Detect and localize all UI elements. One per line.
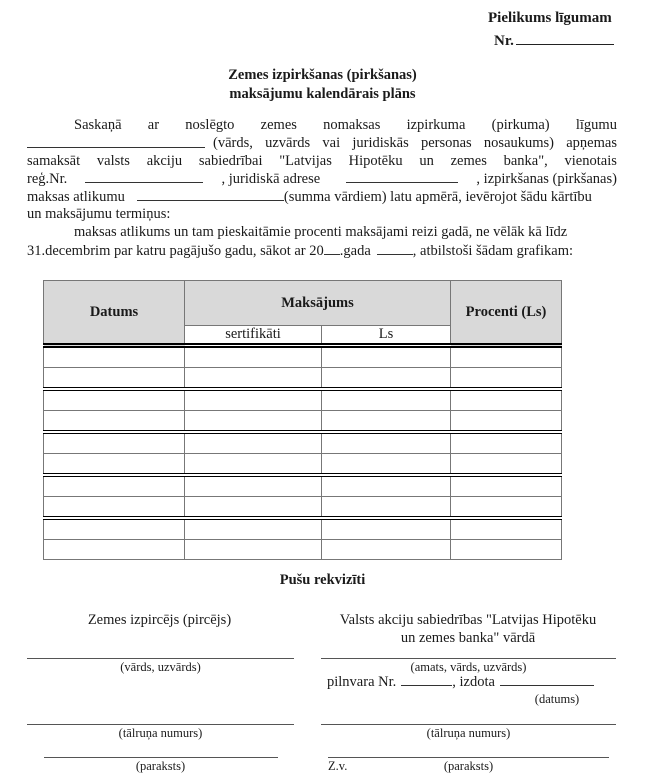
para1-line2-word: (vārds, — [213, 134, 253, 151]
interest-cell[interactable] — [451, 497, 562, 519]
para1-line3-word: akciju — [146, 152, 183, 169]
certificates-cell[interactable] — [185, 518, 322, 540]
ls-cell[interactable] — [322, 411, 451, 433]
buyer-signature-caption: (paraksts) — [135, 759, 186, 773]
para1-line3-word: un — [419, 152, 434, 169]
ls-cell[interactable] — [322, 368, 451, 390]
para1-line2-word: nosaukums) — [483, 134, 555, 151]
date-cell[interactable] — [44, 497, 185, 519]
para1-line3-word: valsts — [96, 152, 130, 169]
date-cell[interactable] — [44, 432, 185, 454]
poa-date-field[interactable] — [500, 673, 594, 686]
certificates-cell[interactable] — [185, 454, 322, 476]
legal-address-field[interactable] — [346, 170, 458, 183]
agreement-paragraph — [27, 117, 617, 224]
interest-cell[interactable] — [451, 389, 562, 411]
certificates-cell[interactable] — [185, 497, 322, 519]
column-header-certificates: sertifikāti — [185, 326, 322, 346]
poa-number-field[interactable] — [401, 673, 452, 686]
interest-cell[interactable] — [451, 540, 562, 560]
document-title — [0, 66, 645, 104]
date-cell[interactable] — [44, 389, 185, 411]
annex-label: Pielikums līgumam — [488, 10, 612, 26]
legal-address-label: , juridiskā adrese — [221, 171, 321, 188]
para1-line1-word: (pirkuma) — [491, 117, 550, 133]
bank-signature-caption: (paraksts) — [443, 759, 494, 773]
para1-line1 — [27, 117, 617, 135]
poa-issued-label: , izdota — [452, 674, 495, 690]
table-row — [44, 368, 562, 390]
certificates-cell[interactable] — [185, 346, 322, 368]
party-name-field[interactable] — [27, 135, 205, 148]
bank-signature-line[interactable] — [328, 757, 609, 758]
bank-phone-caption: (tālruņa numurs) — [426, 726, 511, 740]
certificates-cell[interactable] — [185, 540, 322, 560]
reg-nr-field[interactable] — [85, 170, 203, 183]
interest-cell[interactable] — [451, 518, 562, 540]
year-label: .gada — [339, 242, 371, 259]
ls-cell[interactable] — [322, 475, 451, 497]
buyer-signature-line[interactable] — [44, 757, 278, 758]
bank-phone-line[interactable] — [321, 724, 616, 725]
column-header-interest: Procenti (Ls) — [451, 281, 562, 346]
para1-line1-word: ar — [147, 117, 160, 133]
interest-cell[interactable] — [451, 411, 562, 433]
para1-line3-word: "Latvijas — [279, 152, 332, 169]
power-of-attorney-line — [327, 673, 594, 691]
redemption-label: , izpirkšanas (pirkšanas) — [476, 171, 617, 188]
date-cell[interactable] — [44, 518, 185, 540]
buyer-heading: Zemes izpircējs (pircējs) — [87, 612, 232, 628]
para1-line1-word: zemes — [260, 117, 297, 133]
para1-line3-word: banka", — [503, 152, 548, 169]
ls-cell[interactable] — [322, 432, 451, 454]
para1-line2-word: vai — [322, 134, 341, 151]
table-row — [44, 346, 562, 368]
para1-line2-word: juridiskās — [352, 134, 409, 151]
poa-number-label: pilnvara Nr. — [327, 674, 397, 690]
table-row — [44, 432, 562, 454]
column-header-ls: Ls — [322, 326, 451, 346]
buyer-name-caption: (vārds, uzvārds) — [120, 660, 201, 674]
para1-line3-word: zemes — [450, 152, 487, 169]
table-row — [44, 411, 562, 433]
schedule-label: , atbilstoši šādam grafikam: — [412, 242, 574, 259]
interest-cell[interactable] — [451, 454, 562, 476]
payment-schedule-table — [43, 280, 562, 560]
start-year-label: 31.decembrim par katru pagājušo gadu, sākot ar 20 — [27, 242, 324, 259]
para1-line3-word: Hipotēku — [348, 152, 403, 169]
para2-line1: maksas atlikums un tam pieskaitāmie procenti maksājami reizi gadā, ne vēlāk kā līdz — [74, 224, 568, 240]
para1-line4 — [27, 170, 617, 188]
bank-representative-caption: (amats, vārds, uzvārds) — [410, 660, 527, 674]
para1-line1-word: noslēgto — [185, 117, 235, 133]
certificates-cell[interactable] — [185, 389, 322, 411]
interest-cell[interactable] — [451, 368, 562, 390]
table-row — [44, 454, 562, 476]
ls-cell[interactable] — [322, 389, 451, 411]
table-row — [44, 497, 562, 519]
table-row — [44, 475, 562, 497]
para1-line3-word: samaksāt — [27, 152, 81, 169]
annex-number-field[interactable] — [516, 30, 614, 45]
table-row — [44, 389, 562, 411]
ls-cell[interactable] — [322, 540, 451, 560]
title-line-2: maksājumu kalendārais plāns — [229, 86, 416, 102]
ls-cell[interactable] — [322, 454, 451, 476]
para1-line5 — [27, 188, 617, 206]
ls-cell[interactable] — [322, 518, 451, 540]
para1-line3-word: vienotais — [564, 152, 617, 169]
para1-line1-word: izpirkuma — [406, 117, 466, 133]
date-cell[interactable] — [44, 540, 185, 560]
ls-cell[interactable] — [322, 497, 451, 519]
bank-heading-line-2: un zemes banka" vārdā — [400, 630, 536, 646]
amount-in-words-field[interactable] — [137, 188, 284, 201]
column-header-payment: Maksājums — [185, 281, 451, 326]
remaining-amount-label: maksas atlikumu — [27, 189, 125, 206]
certificates-cell[interactable] — [185, 411, 322, 433]
date-cell[interactable] — [44, 368, 185, 390]
annex-number-label: Nr. — [494, 33, 514, 49]
start-date-field[interactable] — [377, 242, 413, 255]
date-cell[interactable] — [44, 454, 185, 476]
para1-line3 — [27, 153, 617, 171]
buyer-phone-caption: (tālruņa numurs) — [118, 726, 203, 740]
para1-line2-word: apņemas — [566, 134, 617, 151]
para1-line1-word: līgumu — [575, 117, 617, 133]
table-row — [44, 518, 562, 540]
buyer-phone-line[interactable] — [27, 724, 294, 725]
date-cell[interactable] — [44, 346, 185, 368]
interest-cell[interactable] — [451, 346, 562, 368]
para1-line1-word: Saskaņā — [74, 117, 122, 133]
parties-details-title: Pušu rekvizīti — [279, 572, 366, 588]
table-body — [44, 346, 562, 560]
seal-label: Z.v. — [328, 759, 348, 773]
buyer-name-line[interactable] — [27, 658, 294, 659]
start-year-field[interactable] — [324, 242, 340, 255]
bank-heading — [318, 611, 618, 647]
para1-line3-word: sabiedrībai — [198, 152, 263, 169]
bank-heading-line-1: Valsts akciju sabiedrības "Latvijas Hipotēku — [339, 612, 597, 628]
table-row — [44, 540, 562, 560]
interest-cell[interactable] — [451, 475, 562, 497]
column-header-date: Datums — [44, 281, 185, 346]
bank-representative-line[interactable] — [321, 658, 616, 659]
title-line-1: Zemes izpirkšanas (pirkšanas) — [228, 67, 417, 83]
para1-line1-word: nomaksas — [323, 117, 381, 133]
certificates-cell[interactable] — [185, 432, 322, 454]
certificates-cell[interactable] — [185, 368, 322, 390]
interest-cell[interactable] — [451, 432, 562, 454]
poa-date-caption: (datums) — [534, 692, 580, 706]
annex-number — [494, 30, 614, 50]
para1-line2 — [27, 135, 617, 153]
certificates-cell[interactable] — [185, 475, 322, 497]
schedule-paragraph — [27, 224, 617, 260]
para2-line2 — [27, 242, 617, 260]
date-cell[interactable] — [44, 411, 185, 433]
amount-words-caption: (summa vārdiem) latu apmērā, ievērojot šādu kārtību — [283, 189, 592, 206]
date-cell[interactable] — [44, 475, 185, 497]
reg-nr-label: reģ.Nr. — [27, 171, 68, 188]
ls-cell[interactable] — [322, 346, 451, 368]
para1-line6: un maksājumu termiņus: — [27, 205, 171, 222]
para1-line2-word: personas — [420, 134, 472, 151]
para1-line2-word: uzvārds — [265, 134, 311, 151]
